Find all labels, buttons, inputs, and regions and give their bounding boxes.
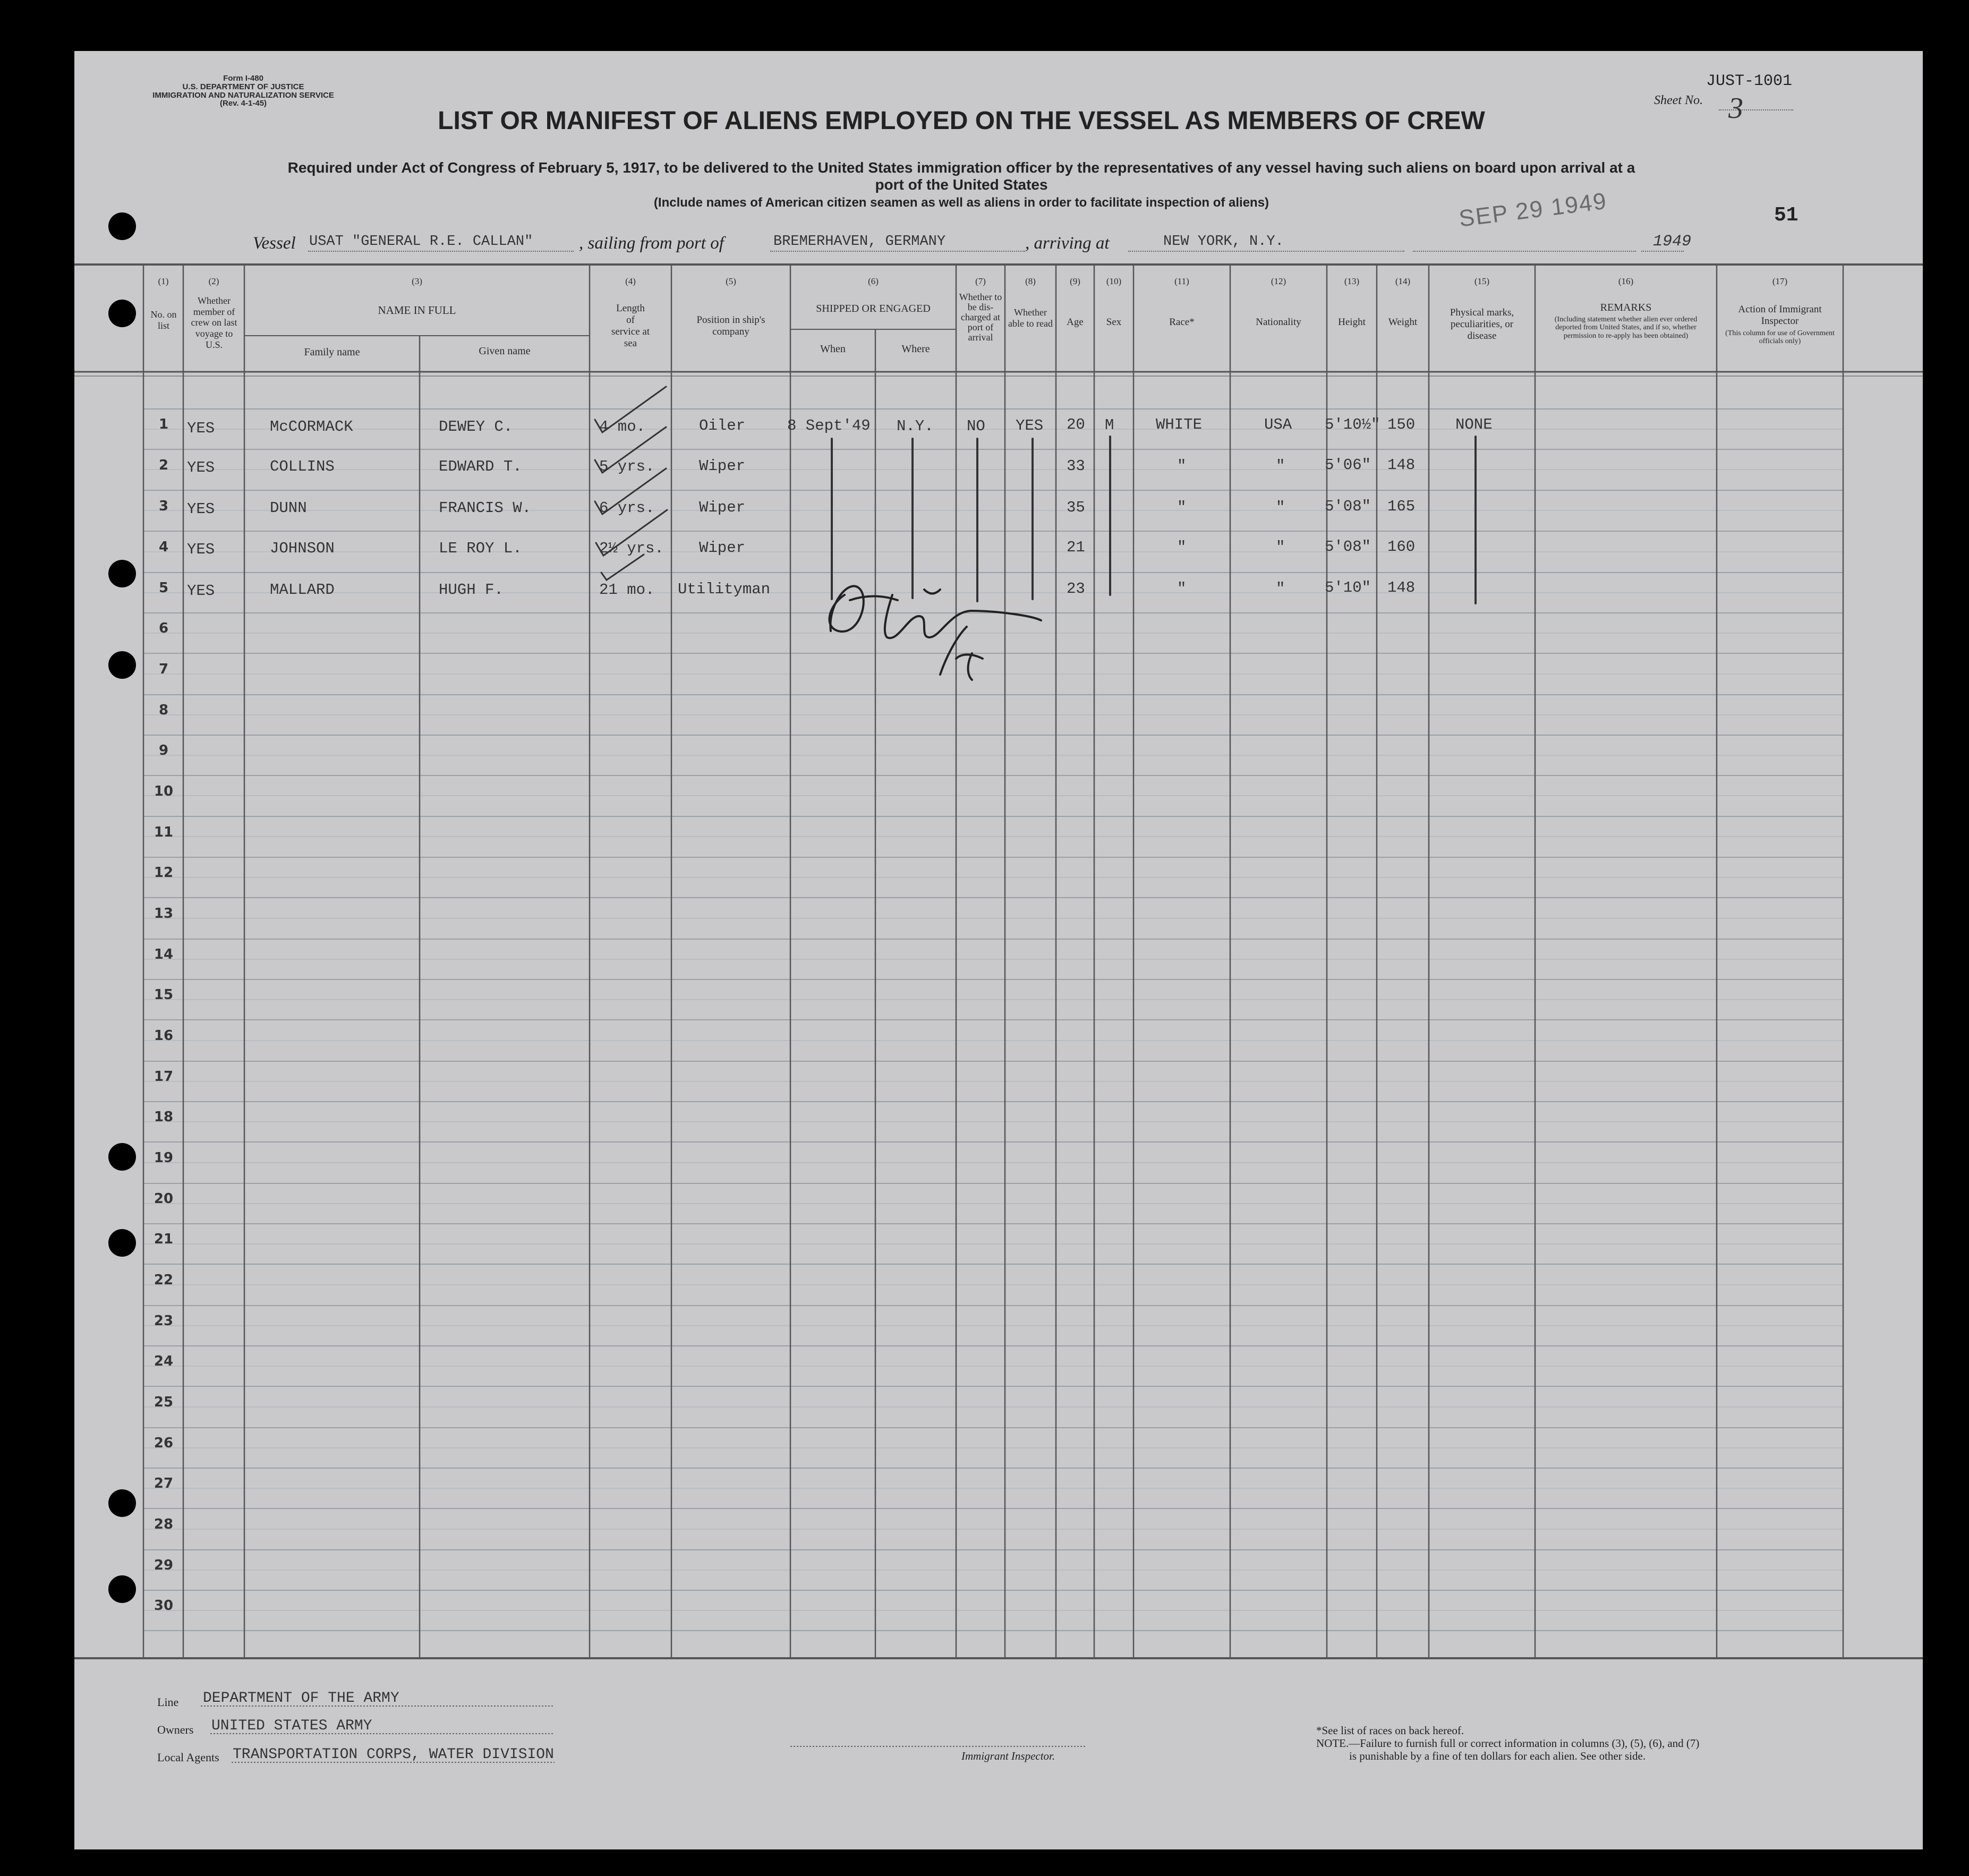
cell-race: " <box>1177 499 1187 516</box>
row-number: 19 <box>154 1150 174 1166</box>
row-number: 21 <box>154 1231 174 1247</box>
row-number: 24 <box>154 1353 174 1369</box>
cell-nationality: USA <box>1264 416 1292 433</box>
col14-number: (14) <box>1395 276 1411 286</box>
form-service: IMMIGRATION AND NATURALIZATION SERVICE <box>152 90 334 100</box>
col8-number: (8) <box>1025 276 1036 286</box>
required-text-2: port of the United States <box>875 176 1048 193</box>
col1-header: No. on list <box>150 309 177 331</box>
form-number: Form I-480 <box>223 74 263 83</box>
cell-marks: NONE <box>1455 416 1493 433</box>
cell-weight: 150 <box>1387 416 1416 433</box>
cell-age: 23 <box>1067 580 1085 598</box>
vessel-name: USAT "GENERAL R.E. CALLAN" <box>309 234 533 250</box>
agents-label: Local Agents <box>157 1751 219 1764</box>
col9-header: Age <box>1067 317 1084 328</box>
row-number: 11 <box>154 824 174 840</box>
cell-nationality: " <box>1276 580 1285 598</box>
sheet-label: Sheet No. <box>1654 93 1703 107</box>
fine-note-2: is punishable by a fine of ten dollars for each alien. See other side. <box>1349 1750 1646 1762</box>
cell-height: 5'06" <box>1325 456 1371 474</box>
sheet-number: 3 <box>1728 92 1743 125</box>
cell-family-name: MALLARD <box>270 581 335 599</box>
cell-service: 21 mo. <box>599 581 655 599</box>
cell-height: 5'10½" <box>1325 416 1380 433</box>
cell-nationality: " <box>1276 457 1285 475</box>
cell-sex: M <box>1105 416 1114 434</box>
row-number: 27 <box>154 1476 174 1491</box>
cell-weight: 148 <box>1387 456 1416 474</box>
cell-age: 35 <box>1067 499 1085 516</box>
col10-number: (10) <box>1106 276 1122 286</box>
cell-race: " <box>1177 539 1187 556</box>
include-note: (Include names of American citizen seamen as well as aliens in order to facilitate inspection of aliens) <box>653 195 1269 210</box>
cell-discharged: NO <box>967 417 985 435</box>
row-number: 18 <box>154 1109 174 1125</box>
cell-service: 2½ yrs. <box>599 540 664 557</box>
col16-header: REMARKS <box>1600 302 1652 313</box>
cell-age: 33 <box>1067 457 1085 475</box>
cell-read: YES <box>1016 417 1044 434</box>
cell-given-name: HUGH F. <box>439 581 504 599</box>
cell-family-name: JOHNSON <box>270 540 335 557</box>
line-label: Line <box>157 1695 179 1709</box>
cell-weight: 165 <box>1387 498 1416 515</box>
cell-service: 5 yrs. <box>599 458 655 475</box>
row-number: 20 <box>154 1191 174 1207</box>
col15-header: Physical marks, peculiarities, or disease <box>1450 307 1514 342</box>
col13-number: (13) <box>1344 276 1360 286</box>
cell-height: 5'08" <box>1325 538 1371 556</box>
row-number: 12 <box>154 865 174 881</box>
sailing-label: , sailing from port of <box>579 234 724 253</box>
cell-race: " <box>1177 580 1187 598</box>
form-department: U.S. DEPARTMENT OF JUSTICE <box>182 82 304 91</box>
row-number: 29 <box>154 1557 174 1573</box>
col6-when-header: When <box>820 343 846 355</box>
cell-age: 20 <box>1067 416 1085 433</box>
form-revision: (Rev. 4-1-45) <box>219 99 267 108</box>
col17-header: Action of Immigrant Inspector <box>1738 304 1822 327</box>
page-number: 51 <box>1774 204 1798 227</box>
row-number: 28 <box>154 1516 174 1532</box>
row-number: 8 <box>158 702 169 718</box>
required-text-1: Required under Act of Congress of February 5, 1917, to be delivered to the United States immigration officer by the representatives of any vessel having such aliens on board upon arrival at a <box>287 159 1635 176</box>
cell-height: 5'10" <box>1325 579 1371 596</box>
cell-given-name: EDWARD T. <box>439 458 522 475</box>
cell-weight: 160 <box>1387 538 1416 556</box>
col12-header: Nationality <box>1256 317 1301 328</box>
col6-header: SHIPPED OR ENGAGED <box>816 303 931 314</box>
col7-header: Whether to be dis- charged at port of arrival <box>959 292 1002 343</box>
cell-race: WHITE <box>1156 416 1203 433</box>
row-number: 17 <box>154 1069 174 1085</box>
col17-number: (17) <box>1772 276 1788 286</box>
col7-number: (7) <box>975 276 986 286</box>
port-from: BREMERHAVEN, GERMANY <box>773 234 946 250</box>
col14-header: Weight <box>1388 317 1418 328</box>
form-reference: JUST-1001 <box>1706 72 1793 90</box>
row-number: 6 <box>158 620 169 636</box>
cell-when: 8 Sept'49 <box>787 417 871 434</box>
cell-given-name: DEWEY C. <box>439 418 513 436</box>
col9-number: (9) <box>1070 276 1080 286</box>
port-to: NEW YORK, N.Y. <box>1163 234 1284 250</box>
col5-header: Position in ship's company <box>696 314 765 337</box>
cell-where: N.Y. <box>897 417 934 435</box>
row-number: 5 <box>158 580 169 596</box>
col8-header: Whether able to read <box>1008 307 1053 329</box>
cell-race: " <box>1177 457 1187 475</box>
col12-number: (12) <box>1271 276 1286 286</box>
cell-family-name: DUNN <box>270 499 307 517</box>
col11-header: Race* <box>1169 317 1195 328</box>
row-number: 14 <box>154 946 174 962</box>
cell-member: YES <box>187 459 215 476</box>
row-number: 22 <box>154 1272 174 1288</box>
cell-nationality: " <box>1276 539 1285 556</box>
col3-header: NAME IN FULL <box>378 304 456 317</box>
row-number: 23 <box>154 1313 174 1329</box>
row-number: 26 <box>154 1435 174 1451</box>
cell-family-name: COLLINS <box>270 458 335 475</box>
col6-where-header: Where <box>901 343 930 355</box>
cell-weight: 148 <box>1387 579 1416 596</box>
col6-number: (6) <box>868 276 879 286</box>
row-number: 1 <box>158 416 169 432</box>
col4-header: Length of service at sea <box>611 303 650 349</box>
cell-position: Wiper <box>699 499 746 516</box>
vessel-label: Vessel <box>253 234 296 253</box>
row-number: 16 <box>154 1028 174 1044</box>
cell-service: 4 mo. <box>599 418 646 436</box>
row-number: 4 <box>158 539 169 555</box>
col5-number: (5) <box>726 276 736 286</box>
cell-given-name: FRANCIS W. <box>439 499 532 517</box>
row-number: 3 <box>158 498 169 514</box>
col3-given-header: Given name <box>479 345 531 357</box>
col11-number: (11) <box>1174 276 1189 286</box>
col15-number: (15) <box>1474 276 1490 286</box>
col4-number: (4) <box>625 276 636 286</box>
owners-label: Owners <box>157 1723 194 1736</box>
row-number: 13 <box>154 906 174 922</box>
col2-header: Whether member of crew on last voyage to U.S. <box>191 295 237 350</box>
cell-member: YES <box>187 500 215 518</box>
col3-family-header: Family name <box>304 346 360 358</box>
cell-position: Oiler <box>699 417 746 434</box>
row-number: 15 <box>154 987 174 1003</box>
col16-subheader: (Including statement whether alien ever ordered deported from United States, and if so, whether permission to re-apply has been obtained) <box>1554 315 1698 340</box>
col13-header: Height <box>1338 317 1366 328</box>
races-note: *See list of races on back hereof. <box>1316 1724 1464 1737</box>
row-number: 10 <box>154 783 174 799</box>
cell-service: 6 yrs. <box>599 499 655 517</box>
col3-number: (3) <box>412 276 422 286</box>
cell-height: 5'08" <box>1325 498 1371 515</box>
cell-position: Wiper <box>699 539 746 557</box>
row-number: 7 <box>158 661 169 677</box>
cell-member: YES <box>187 582 215 600</box>
cell-family-name: McCORMACK <box>270 418 353 436</box>
cell-position: Utilityman <box>678 581 771 598</box>
date-stamp: SEP 29 1949 <box>1457 187 1609 232</box>
cell-position: Wiper <box>699 457 746 475</box>
row-number: 2 <box>158 457 169 473</box>
cell-member: YES <box>187 420 215 437</box>
arriving-label: , arriving at <box>1025 234 1110 253</box>
col10-header: Sex <box>1106 317 1122 328</box>
cell-age: 21 <box>1067 539 1085 556</box>
owners-value: UNITED STATES ARMY <box>211 1718 372 1734</box>
col1-number: (1) <box>158 276 169 286</box>
row-number: 9 <box>158 743 169 758</box>
cell-member: YES <box>187 541 215 558</box>
line-value: DEPARTMENT OF THE ARMY <box>203 1690 399 1707</box>
row-number: 25 <box>154 1394 174 1410</box>
col16-number: (16) <box>1618 276 1634 286</box>
year: 1949 <box>1653 233 1692 251</box>
agents-value: TRANSPORTATION CORPS, WATER DIVISION <box>233 1746 554 1763</box>
fine-note-1: NOTE.—Failure to furnish full or correct information in columns (3), (5), (6), and (7) <box>1316 1737 1700 1750</box>
cell-given-name: LE ROY L. <box>439 540 522 557</box>
col2-number: (2) <box>208 276 219 286</box>
immigrant-inspector-label: Immigrant Inspector. <box>961 1750 1055 1762</box>
col17-subheader: (This column for use of Government officials only) <box>1725 329 1835 346</box>
row-number: 30 <box>154 1598 174 1614</box>
cell-nationality: " <box>1276 499 1285 516</box>
form-title: LIST OR MANIFEST OF ALIENS EMPLOYED ON THE VESSEL AS MEMBERS OF CREW <box>438 107 1485 135</box>
